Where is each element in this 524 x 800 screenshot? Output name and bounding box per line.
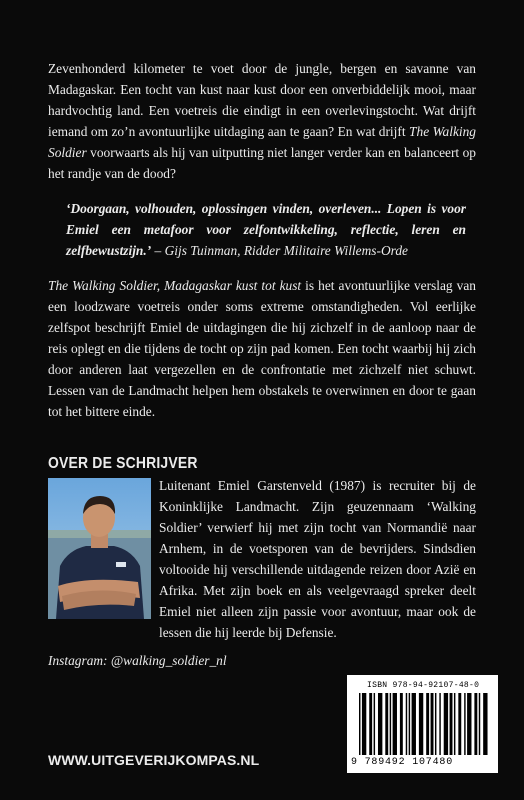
author-bio-text: Luitenant Emiel Garstenveld (1987) is recruiter bij de Koninklijke Landmacht. Zijn geuzennaam ‘Walking Soldier’ verwierf hij met zijn tocht van Normandië naar Arnhem, in de voetsporen van de bevrijders. Sindsdien voltooide hij verschillende uitdagende reizen door Azië en Afrika. Met zijn boek en als veelgevraagd spreker deelt Emiel niet alleen zijn passie voor avontuur, maar ook de lessen die hij leerde bij Defensie. [159, 478, 476, 640]
author-heading: OVER DE SCHRIJVER [48, 455, 198, 472]
barcode-bar [444, 693, 448, 755]
barcode-bar [419, 693, 423, 755]
barcode-bar [458, 693, 461, 755]
barcode-bar [406, 693, 407, 755]
book-title-italic: The Walking Soldier, Madagaskar kust tot kust [48, 278, 302, 293]
instagram-handle: Instagram: @walking_soldier_nl [48, 653, 227, 668]
barcode-bar [412, 693, 416, 755]
barcode-bar [467, 693, 471, 755]
intro-text-1: Zevenhonderd kilometer te voet door de jungle, bergen en savanne van Madagaskar. Een tocht van kust naar kust door een onverbiddelijk mooi, maar hardvochtig land. Een voetreis die eindigt in een overlevingstocht. Wat drijft iemand om zo’n avontuurlijke uitdaging aan te gaan? En wat drijft [48, 61, 476, 139]
isbn-barcode [347, 675, 498, 773]
barcode-bar [409, 693, 410, 755]
barcode-bar [362, 693, 366, 755]
publisher-website: WWW.UITGEVERIJKOMPAS.NL [48, 752, 260, 768]
barcode-bar [426, 693, 429, 755]
intro-text-2: voorwaarts als hij van uitputting niet langer verder kan en balanceert op het randje van de dood? [48, 145, 476, 181]
summary-text: is het avontuurlijke verslag van een loodzware voetreis onder soms extreme omstandigheden. Vol eerlijke zelfspot beschrijft Emiel de uitdagingen die hij zichzelf in de aanloop naar de reis oplegt en die tijdens de tocht op zijn pad komen. Een tocht waarbij hij zich door anderen laat vergezellen en de confrontatie met zichzelf niet schuwt. Lessen van de Landmacht helpen hem obstakels te overwinnen en door te gaan tot het bittere einde. [48, 278, 476, 419]
barcode-bar [464, 693, 465, 755]
barcode-bar [385, 693, 388, 755]
blurb-quote [66, 198, 466, 261]
intro-paragraph [48, 58, 476, 184]
summary-paragraph [48, 275, 476, 422]
barcode-bar [474, 693, 477, 755]
barcode-bar [400, 693, 403, 755]
intro-title-italic: The Walking Soldier [48, 124, 477, 160]
isbn-label: ISBN 978-94-92107-48-0 [367, 681, 480, 690]
barcode-bar [390, 693, 391, 755]
barcode-bar [450, 693, 453, 755]
barcode-bar [479, 693, 480, 755]
barcode-bar [454, 693, 455, 755]
barcode-bar [483, 693, 487, 755]
quote-attribution: – Gijs Tuinman, Ridder Militaire Willems-Orde [151, 243, 408, 258]
author-photo [48, 478, 151, 619]
barcode-bar [435, 693, 436, 755]
barcode-bars [359, 693, 489, 755]
barcode-bar [439, 693, 440, 755]
isbn-number: 9 789492 107480 [351, 757, 454, 768]
barcode-bar [393, 693, 397, 755]
barcode-bar [369, 693, 372, 755]
barcode-bar [431, 693, 434, 755]
quote-body: ‘Doorgaan, volhouden, oplossingen vinden, overleven... Lopen is voor Emiel een metafoor voor zelfontwikkeling, reflectie, leren en zelfbewustzijn.’ [66, 201, 466, 258]
barcode-bar [378, 693, 382, 755]
author-bio [159, 475, 476, 643]
barcode-bar [374, 693, 375, 755]
barcode-bar [359, 693, 360, 755]
